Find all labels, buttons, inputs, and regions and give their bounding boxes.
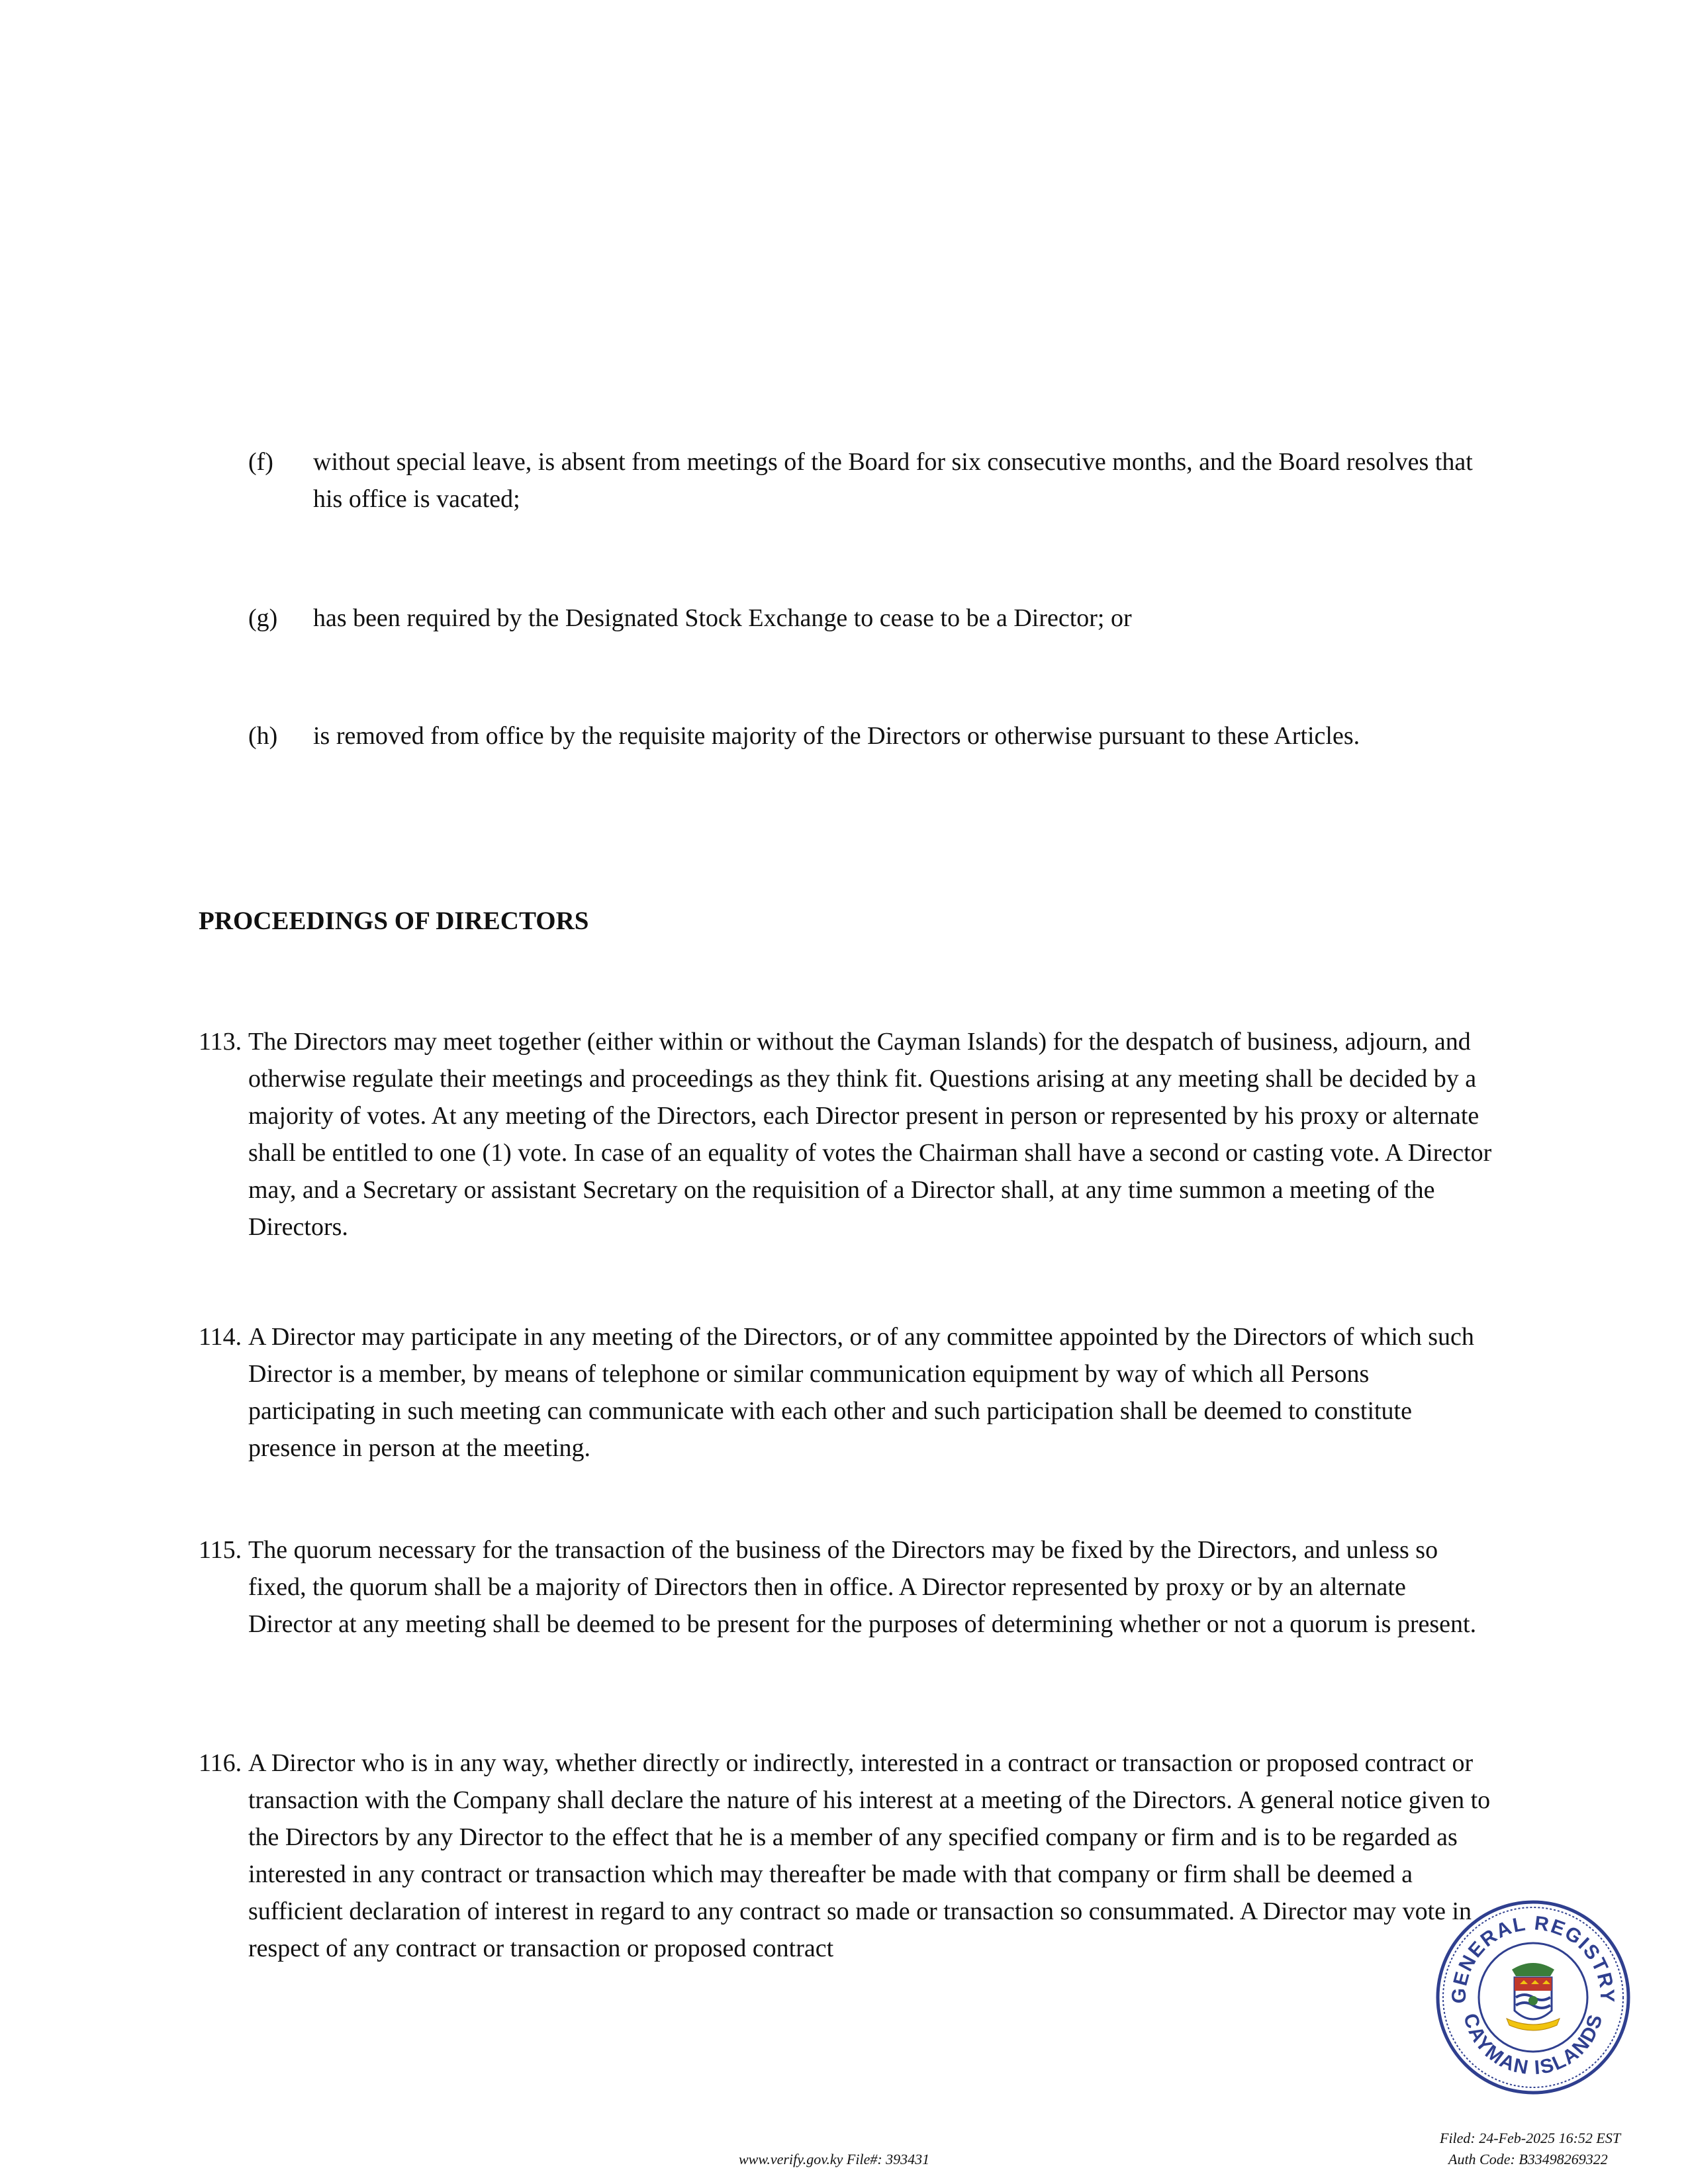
clause-text: has been required by the Designated Stock Exchange to cease to be a Director; or <box>313 604 1132 632</box>
clause-text: is removed from office by the requisite majority of the Directors or otherwise pursuant to these Articles. <box>313 722 1360 750</box>
article-115 <box>199 1531 1489 1643</box>
clause-label: (g) <box>248 604 278 632</box>
section-heading: PROCEEDINGS OF DIRECTORS <box>199 907 589 935</box>
article-number: 113. <box>199 1028 242 1056</box>
article-text: The Directors may meet together (either within or without the Cayman Islands) for the despatch of business, adjourn, and otherwise regulate their meetings and proceedings as they think fit. Questions arising at any meeting shall be decided by a majority of votes. At any meeting of the Directors, each Director present in person or represented by his proxy or alternate shall be entitled to one (1) vote. In case of an equality of votes the Chairman shall have a second or casting vote. A Director may, and a Secretary or assistant Secretary on the requisition of a Director shall, at any time summon a meeting of the Directors. <box>248 1028 1492 1241</box>
article-113 <box>199 1023 1492 1246</box>
verify-footer: www.verify.gov.ky File#: 393431 <box>739 2151 930 2167</box>
general-registry-seal <box>1434 1898 1632 2097</box>
clause-label: (h) <box>248 722 278 750</box>
filed-stamp: Filed: 24-Feb-2025 16:52 EST <box>1440 2130 1621 2146</box>
article-number: 115. <box>199 1536 242 1564</box>
clause-text: without special leave, is absent from meetings of the Board for six consecutive months, and the Board resolves that his office is vacated; <box>313 448 1473 513</box>
clause-label: (f) <box>248 448 273 476</box>
clause-f <box>248 443 1506 518</box>
article-114 <box>199 1318 1489 1467</box>
article-number: 114. <box>199 1323 242 1351</box>
article-number: 116. <box>199 1749 242 1777</box>
article-116 <box>199 1745 1489 1967</box>
seal-top-text: GENERAL REGISTRY <box>1448 1912 1618 2004</box>
auth-code: Auth Code: B33498269322 <box>1448 2151 1608 2167</box>
article-text: A Director may participate in any meeting of the Directors, or of any committee appointed by the Directors of which such Director is a member, by means of telephone or similar communication equipment by way of which all Persons participating in such meeting can communicate with each other and such participation shall be deemed to constitute presence in person at the meeting. <box>248 1323 1474 1462</box>
article-text: A Director who is in any way, whether directly or indirectly, interested in a contract or transaction or proposed contract or transaction with the Company shall declare the nature of his interest at a meeting of the Directors. A general notice given to the Directors by any Director to the effect that he is a member of any specified company or firm and is to be regarded as interested in any contract or transaction which may thereafter be made with that company or firm shall be deemed a sufficient declaration of interest in regard to any contract so made or transaction so consummated. A Director may vote in respect of any contract or transaction or proposed contract <box>248 1749 1491 1962</box>
article-text: The quorum necessary for the transaction of the business of the Directors may be fixed by the Directors, and unless so fixed, the quorum shall be a majority of Directors then in office. A Director represented by proxy or by an alternate Director at any meeting shall be deemed to be present for the purposes of determining whether or not a quorum is present. <box>248 1536 1477 1638</box>
seal-bottom-text: CAYMAN ISLANDS <box>1459 2011 1607 2079</box>
clause-h <box>248 717 1506 754</box>
clause-g <box>248 600 1506 637</box>
